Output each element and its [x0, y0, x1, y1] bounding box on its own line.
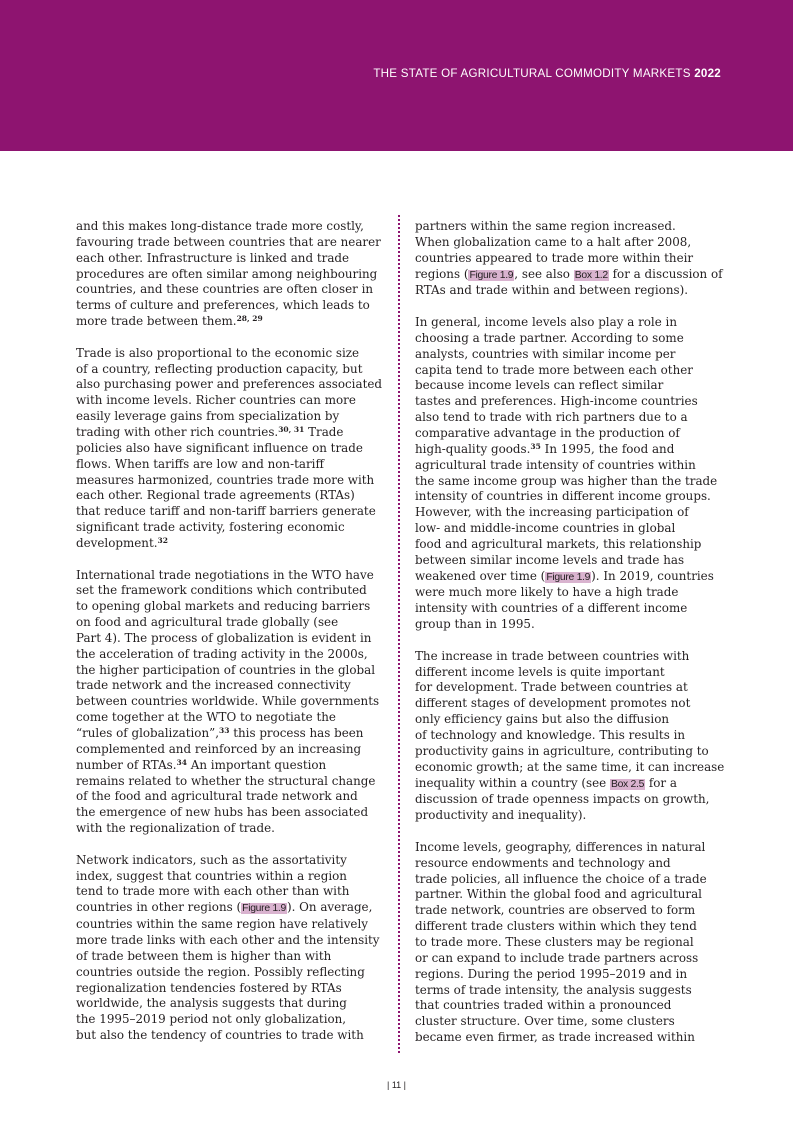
text-line: Part 4). The process of globalization is evident in [76, 630, 372, 645]
text-line: different income levels is quite important [415, 664, 665, 679]
text-line: or can expand to include trade partners across [415, 950, 699, 965]
text-line: worldwide, the analysis suggests that during [76, 996, 347, 1011]
text-segment: countries in other regions ( [76, 900, 242, 915]
text-line: for development. Trade between countries at [415, 680, 688, 695]
figure-1-9-link[interactable]: Figure 1.9 [242, 903, 286, 915]
text-line: policies also have significant influence on trade [76, 440, 363, 455]
text-line: low- and middle-income countries in global [415, 521, 676, 536]
text-line: trade network, countries are observed to form [415, 903, 696, 918]
text-line: choosing a trade partner. According to some [415, 330, 684, 345]
page-number: | 11 | [386, 1080, 407, 1090]
paragraph [76, 853, 388, 1044]
footnote-ref-33: 33 [218, 726, 230, 735]
text-line: trade network and the increased connectivity [76, 678, 351, 693]
box-1-2-link[interactable]: Box 1.2 [574, 269, 608, 281]
text-segment: In 1995, the food and [540, 441, 675, 456]
text-line: productivity and inequality). [415, 808, 587, 823]
text-segment: number of RTAs. [76, 757, 177, 772]
text-line: tastes and preferences. High-income countries [415, 394, 698, 409]
text-line: partners within the same region increased. [415, 219, 676, 233]
paragraph [76, 219, 388, 330]
text-line: countries outside the region. Possibly reflecting [76, 964, 365, 979]
text-line: set the framework conditions which contributed [76, 583, 367, 598]
paragraph [415, 649, 727, 824]
text-line [76, 726, 388, 742]
text-line: to opening global markets and reducing barriers [76, 599, 371, 614]
text-segment: , see also [514, 266, 574, 281]
text-segment: more trade between them. [76, 314, 237, 329]
text-line: comparative advantage in the production of [415, 425, 680, 440]
text-line: trade policies, all influence the choice of a trade [415, 871, 707, 886]
figure-1-9-link[interactable]: Figure 1.9 [546, 571, 591, 583]
text-segment: for a discussion of [608, 266, 723, 281]
text-line: on food and agricultural trade globally (see [76, 615, 339, 630]
text-line: flows. When tariffs are low and non-tariff [76, 456, 324, 471]
text-segment: trading with other rich countries. [76, 424, 279, 439]
text-line: partner. Within the global food and agricultural [415, 887, 702, 902]
text-line: terms of culture and preferences, which leads to [76, 298, 370, 313]
text-line: with the regionalization of trade. [76, 821, 275, 836]
text-line: resource endowments and technology and [415, 855, 671, 870]
right-column [415, 219, 727, 1062]
text-line [76, 758, 388, 774]
text-line: also tend to trade with rich partners due to a [415, 410, 688, 425]
text-segment: high-quality goods. [415, 441, 531, 456]
text-line: only efficiency gains but also the diffusion [415, 712, 670, 727]
text-line: were much more likely to have a high trade [415, 585, 679, 600]
text-line: the higher participation of countries in the global [76, 662, 376, 677]
paragraph [415, 219, 727, 299]
text-line: agricultural trade intensity of countries within [415, 457, 696, 472]
text-line: the same income group was higher than the trade [415, 473, 718, 488]
text-line: group than in 1995. [415, 617, 535, 632]
text-line: measures harmonized, countries trade more with [76, 472, 375, 487]
text-line: tend to trade more with each other than with [76, 884, 350, 899]
text-line: index, suggest that countries within a region [76, 868, 347, 883]
text-line: different stages of development promotes not [415, 696, 691, 711]
text-line: economic growth; at the same time, it can increase [415, 759, 725, 774]
paragraph [76, 346, 388, 552]
text-line: the acceleration of trading activity in the 2000s, [76, 646, 368, 661]
text-segment: development. [76, 535, 158, 550]
running-title-year: 2022 [694, 67, 721, 80]
text-line: but also the tendency of countries to trade with [76, 1028, 364, 1043]
text-line: the emergence of new hubs has been associated [76, 805, 369, 820]
footnote-ref-28-29: 28, 29 [236, 314, 263, 324]
text-line: each other. Regional trade agreements (RTAs) [76, 488, 355, 503]
text-line: to trade more. These clusters may be regional [415, 934, 694, 949]
text-line: discussion of trade openness impacts on growth, [415, 792, 710, 807]
text-line [76, 536, 388, 552]
text-line: of a country, reflecting production capacity, but [76, 361, 363, 376]
text-line: also purchasing power and preferences associated [76, 377, 382, 392]
text-line: procedures are often similar among neighbouring [76, 266, 378, 281]
text-line: The increase in trade between countries with [415, 648, 690, 663]
footnote-ref-35: 35 [530, 441, 541, 451]
paragraph [415, 840, 727, 1046]
text-line: Trade is also proportional to the economic size [76, 345, 360, 360]
text-line: between countries worldwide. While governments [76, 694, 380, 709]
text-line: between similar income levels and trade has [415, 552, 685, 567]
text-line: because income levels can reflect similar [415, 378, 664, 393]
text-segment: inequality within a country (see [415, 775, 610, 790]
column-divider [398, 215, 400, 1053]
text-line: regionalization tendencies fostered by RTAs [76, 980, 342, 995]
paragraph [415, 315, 727, 633]
text-segment: ). On average, [286, 900, 373, 915]
text-segment: this process has been [229, 726, 364, 740]
running-title [373, 67, 721, 80]
text-line [76, 425, 388, 441]
text-line: remains related to whether the structural change [76, 773, 376, 788]
text-line: and this makes long-distance trade more costly, [76, 219, 364, 233]
text-segment: regions ( [415, 266, 469, 281]
text-line: each other. Infrastructure is linked and trade [76, 250, 350, 265]
footnote-ref-34: 34 [176, 757, 187, 767]
text-line: Income levels, geography, differences in natural [415, 839, 706, 854]
text-line: became even firmer, as trade increased within [415, 1030, 695, 1045]
figure-1-9-link[interactable]: Figure 1.9 [469, 269, 514, 281]
text-line: favouring trade between countries that are nearer [76, 234, 381, 249]
text-line [76, 900, 388, 917]
text-line: more trade links with each other and the intensity [76, 932, 380, 947]
text-line: easily leverage gains from specialization by [76, 409, 340, 424]
text-line [415, 442, 727, 458]
page-header-band [0, 0, 793, 151]
text-line [415, 569, 727, 586]
text-line [415, 267, 727, 284]
text-line: intensity of countries in different income groups. [415, 489, 711, 504]
text-line: productivity gains in agriculture, contributing to [415, 743, 709, 758]
text-line: with income levels. Richer countries can more [76, 393, 356, 408]
box-2-5-link[interactable]: Box 2.5 [610, 778, 645, 790]
text-line: analysts, countries with similar income per [415, 346, 676, 361]
text-line: intensity with countries of a different income [415, 601, 688, 616]
text-line: of technology and knowledge. This results in [415, 728, 686, 742]
text-line: In general, income levels also play a role in [415, 315, 677, 330]
text-line: of trade between them is higher than with [76, 948, 332, 963]
text-line: capita tend to trade more between each other [415, 362, 693, 377]
text-line: RTAs and trade within and between regions). [415, 283, 688, 298]
text-line: regions. During the period 1995–2019 and in [415, 966, 688, 981]
text-line: of the food and agricultural trade network and [76, 789, 358, 804]
text-line: different trade clusters within which they tend [415, 919, 697, 934]
text-line: countries within the same region have relatively [76, 917, 368, 932]
text-line: International trade negotiations in the WTO have [76, 567, 374, 582]
footnote-ref-30-31: 30, 31 [278, 424, 305, 434]
text-segment: Trade [304, 424, 344, 439]
text-segment: “rules of globalization”, [76, 726, 219, 740]
text-line: Network indicators, such as the assortativity [76, 852, 347, 867]
text-segment: for a [645, 775, 677, 790]
text-line: that reduce tariff and non-tariff barriers generate [76, 504, 376, 519]
text-line [415, 776, 727, 793]
text-line: complemented and reinforced by an increasing [76, 741, 362, 756]
text-segment: ). In 2019, countries [591, 568, 714, 583]
footnote-ref-32: 32 [157, 535, 168, 545]
text-line: countries appeared to trade more within their [415, 250, 694, 265]
text-line: the 1995–2019 period not only globalization, [76, 1012, 347, 1027]
text-line [76, 314, 388, 330]
text-line: countries, and these countries are often closer in [76, 282, 374, 297]
text-line: significant trade activity, fostering economic [76, 520, 345, 535]
text-line: When globalization came to a halt after 2008, [415, 234, 692, 249]
running-title-text: THE STATE OF AGRICULTURAL COMMODITY MARKETS [373, 67, 691, 80]
text-segment: weakened over time ( [415, 568, 546, 583]
text-segment: An important question [186, 757, 327, 772]
text-line: However, with the increasing participation of [415, 505, 689, 520]
left-column [76, 219, 388, 1060]
text-line: cluster structure. Over time, some clusters [415, 1014, 675, 1029]
paragraph [76, 568, 388, 837]
text-line: come together at the WTO to negotiate the [76, 710, 336, 725]
text-line: terms of trade intensity, the analysis suggests [415, 982, 692, 997]
text-line: that countries traded within a pronounced [415, 998, 672, 1013]
text-line: food and agricultural markets, this relationship [415, 536, 702, 551]
